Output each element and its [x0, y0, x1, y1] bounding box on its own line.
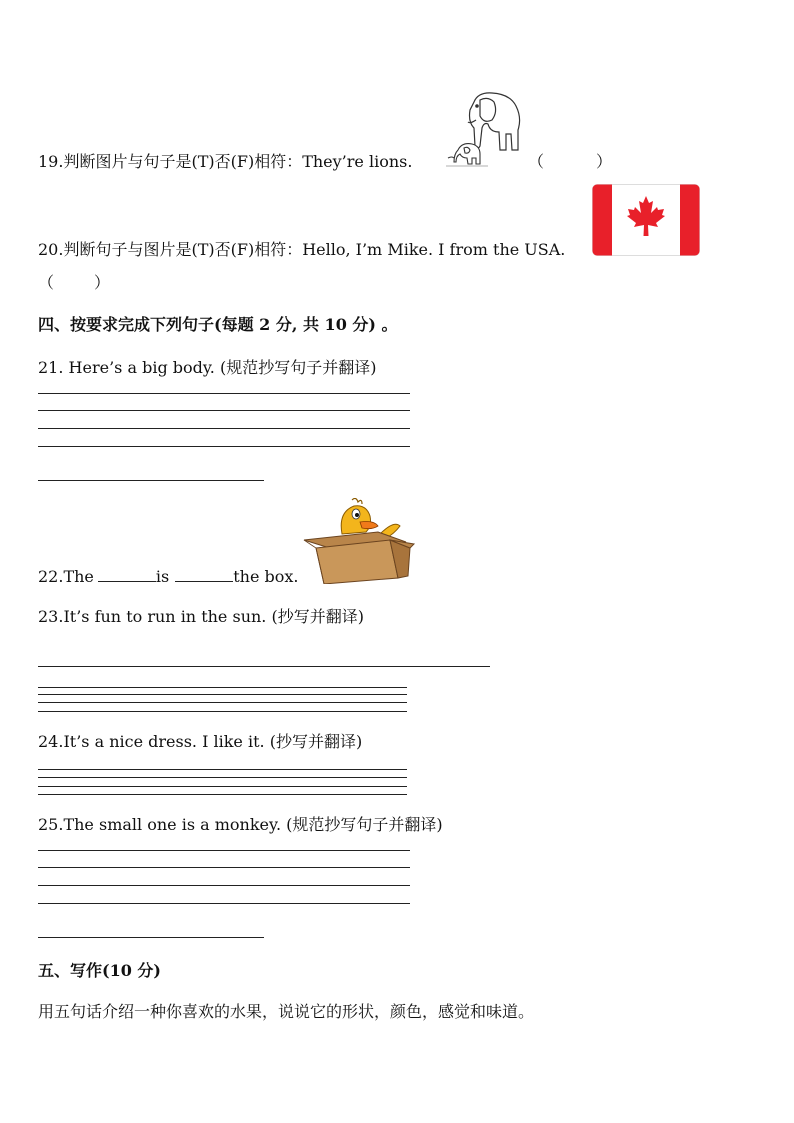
answer-paren-19[interactable]: [528, 152, 612, 172]
fill-in-blank-2[interactable]: [175, 567, 233, 582]
question-23: 23.It’s fun to run in the sun. (抄写并翻译): [38, 607, 364, 626]
question-22: [38, 567, 299, 587]
writing-line[interactable]: [38, 867, 410, 868]
writing-line[interactable]: [38, 777, 407, 778]
writing-line[interactable]: [38, 393, 410, 394]
q22-part2: is: [155, 567, 170, 586]
elephants-icon: [444, 88, 524, 170]
writing-line[interactable]: [38, 786, 407, 787]
question-24: 24.It’s a nice dress. I like it. (抄写并翻译): [38, 732, 363, 751]
duck-in-box-icon: [302, 498, 418, 584]
q22-part1: 22.The: [38, 567, 94, 586]
paren-close: ）: [94, 273, 111, 292]
answer-paren-20[interactable]: [38, 273, 110, 293]
translation-line[interactable]: [38, 666, 490, 667]
section-5-title: 五、写作(10 分): [38, 961, 161, 980]
question-25: 25.The small one is a monkey. (规范抄写句子并翻译): [38, 815, 443, 834]
writing-line[interactable]: [38, 410, 410, 411]
paren-open: （: [528, 152, 545, 171]
writing-prompt: 用五句话介绍一种你喜欢的水果，说说它的形状，颜色，感觉和味道。: [38, 1002, 535, 1021]
writing-line[interactable]: [38, 903, 410, 904]
translation-line[interactable]: [38, 480, 264, 481]
writing-line[interactable]: [38, 769, 407, 770]
writing-line[interactable]: [38, 428, 410, 429]
section-4-title: 四、按要求完成下列句子(每题 2 分, 共 10 分) 。: [38, 315, 398, 334]
question-20-text: 20.判断句子与图片是(T)否(F)相符：Hello, I’m Mike. I from the USA.: [38, 240, 566, 259]
writing-line[interactable]: [38, 687, 407, 688]
question-21: 21. Here’s a big body. (规范抄写句子并翻译): [38, 358, 377, 377]
q22-part3: the box.: [233, 567, 299, 586]
writing-line[interactable]: [38, 885, 410, 886]
question-20: [38, 240, 565, 260]
fill-in-blank-1[interactable]: [98, 567, 156, 582]
question-19: [38, 152, 412, 172]
canada-flag-icon: [592, 184, 700, 256]
writing-line[interactable]: [38, 446, 410, 447]
writing-line[interactable]: [38, 711, 407, 712]
question-19-text: 19.判断图片与句子是(T)否(F)相符：They’re lions.: [38, 152, 413, 171]
writing-line[interactable]: [38, 794, 407, 795]
writing-line[interactable]: [38, 702, 407, 703]
writing-line[interactable]: [38, 850, 410, 851]
writing-line[interactable]: [38, 694, 407, 695]
translation-line[interactable]: [38, 937, 264, 938]
paren-open: （: [38, 273, 55, 292]
paren-close: ）: [596, 152, 613, 171]
